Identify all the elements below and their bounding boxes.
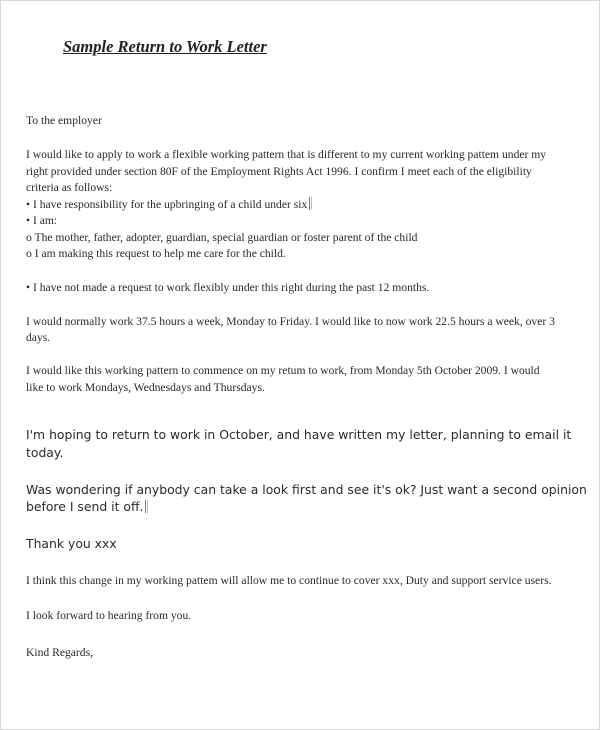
paragraph-line: I look forward to hearing from you. [26,609,192,622]
sub-bullet-item: o I am making this request to help me care for the child. [26,247,286,260]
paragraph-line: criteria as follows: [26,181,113,194]
note-line: Was wondering if anybody can take a look first and see it's ok? Just want a second opinion [26,482,587,497]
bullet-item: • I am: [26,214,58,227]
sub-bullet-item: o The mother, father, adopter, guardian, special guardian or foster parent of the child [26,231,418,244]
closing: Kind Regards, [26,646,93,659]
paragraph-line: right provided under section 80F of the Employment Rights Act 1996. I confirm I meet each of the eligibility [26,165,532,178]
letter-title: Sample Return to Work Letter [63,37,267,56]
note-line: Thank you xxx [26,536,117,551]
note-line [26,498,146,516]
paragraph-line: I would normally work 37.5 hours a week, Monday to Friday. I would like to now work 22.5 hours a week, over 3 [26,315,555,328]
paragraph-line: I think this change in my working pattem will allow me to continue to cover xxx, Duty and support service users. [26,574,552,587]
paragraph-line: I would like to apply to work a flexible working pattern that is different to my current working pattem under my [26,148,547,161]
note-line: I'm hoping to return to work in October, and have written my letter, planning to email it [26,427,572,442]
bullet-item: • I have not made a request to work flexibly under this right during the past 12 months. [26,281,430,294]
salutation: To the employer [26,114,102,127]
text-cursor [145,500,146,513]
text-cursor [309,197,310,210]
bullet-item [26,197,310,214]
paragraph-line: like to work Mondays, Wednesdays and Thursdays. [26,381,265,394]
paragraph-line: I would like this working pattern to commence on my retum to work, from Monday 5th October 2009. I would [26,364,540,377]
bullet-text: • I have responsibility for the upbringing of a child under six [26,198,308,211]
note-line: today. [26,445,64,460]
paragraph-line: days. [26,331,51,344]
note-text: before I send it off. [26,499,144,514]
